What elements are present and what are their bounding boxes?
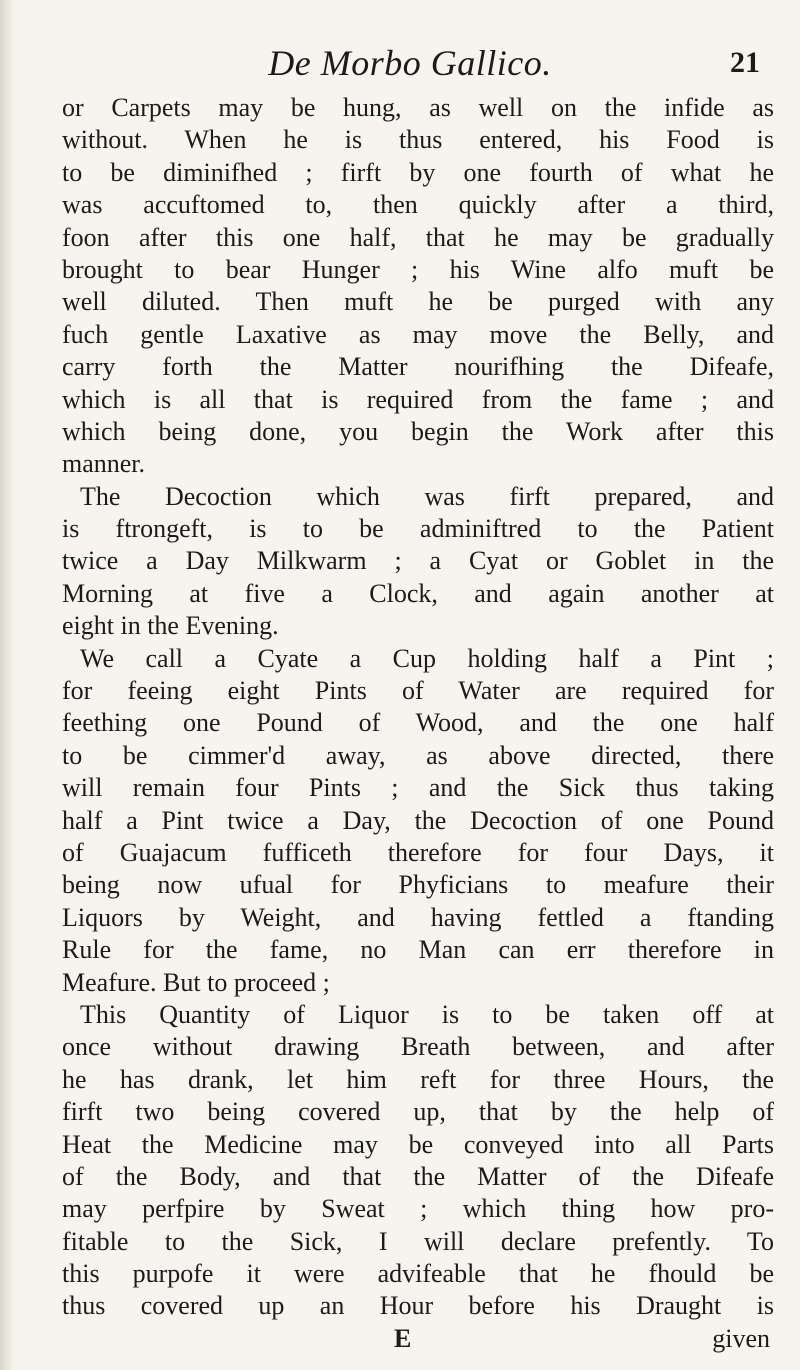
text-line: was accuftomed to, then quickly after a third, xyxy=(62,190,774,220)
text-line: Morning at five a Clock, and again another at xyxy=(62,578,774,608)
signature-mark: E xyxy=(394,1323,412,1353)
text-line: to be cimmer'd away, as above directed, there xyxy=(62,740,774,770)
text-line: of the Body, and that the Matter of the Difeafe xyxy=(62,1161,774,1191)
text-line: fuch gentle Laxative as may move the Belly, and xyxy=(62,319,774,349)
text-line: We call a Cyate a Cup holding half a Pint ; xyxy=(80,643,774,673)
text-line: brought to bear Hunger ; his Wine alfo muft be xyxy=(62,254,774,284)
text-line: feething one Pound of Wood, and the one half xyxy=(62,708,774,738)
text-line: for feeing eight Pints of Water are required for xyxy=(62,676,774,706)
text-line: is ftrongeft, is to be adminiftred to the Patient xyxy=(62,514,774,544)
text-line: or Carpets may be hung, as well on the infide as xyxy=(62,93,774,122)
text-line: Liquors by Weight, and having fettled a ftanding xyxy=(62,902,774,932)
binding-shadow xyxy=(0,0,14,1370)
text-line: manner. xyxy=(62,449,146,479)
text-line: firft two being covered up, that by the help of xyxy=(62,1097,774,1127)
running-title: De Morbo Gallico. xyxy=(268,43,552,83)
text-line: twice a Day Milkwarm ; a Cyat or Goblet in the xyxy=(62,546,774,576)
text-line: Rule for the fame, no Man can err therefore in xyxy=(62,935,774,965)
text-line: he has drank, let him reft for three Hours, the xyxy=(62,1064,774,1094)
running-head xyxy=(60,40,760,86)
text-line: Meafure. But to proceed ; xyxy=(62,967,330,997)
text-line: without. When he is thus entered, his Food is xyxy=(62,125,774,155)
text-line: this purpofe it were advifeable that he fhould be xyxy=(62,1259,774,1289)
text-line: thus covered up an Hour before his Draught is xyxy=(62,1291,774,1321)
text-body xyxy=(62,92,774,1355)
text-line: being now ufual for Phyficians to meafure their xyxy=(62,870,774,900)
text-line: half a Pint twice a Day, the Decoction of one Pound xyxy=(62,805,774,835)
page-footer xyxy=(62,1323,774,1355)
text-line: This Quantity of Liquor is to be taken off at xyxy=(80,999,774,1029)
text-line: once without drawing Breath between, and after xyxy=(62,1032,774,1062)
text-line: eight in the Evening. xyxy=(62,611,279,641)
text-line: foon after this one half, that he may be gradually xyxy=(62,222,774,252)
page-number: 21 xyxy=(730,46,760,79)
text-line: which is all that is required from the fame ; and xyxy=(62,384,774,414)
text-line: will remain four Pints ; and the Sick thus taking xyxy=(62,773,774,803)
text-line: The Decoction which was firft prepared, and xyxy=(80,481,774,511)
text-line: Heat the Medicine may be conveyed into all Parts xyxy=(62,1129,774,1159)
catchword: given xyxy=(712,1323,770,1353)
text-line: carry forth the Matter nourifhing the Difeafe, xyxy=(62,352,774,382)
text-line: of Guajacum fufficeth therefore for four Days, it xyxy=(62,837,774,867)
text-line: fitable to the Sick, I will declare prefently. To xyxy=(62,1226,774,1256)
text-line: which being done, you begin the Work after this xyxy=(62,416,774,446)
text-line: to be diminifhed ; firft by one fourth of what he xyxy=(62,157,774,187)
text-line: well diluted. Then muft he be purged with any xyxy=(62,287,774,317)
text-line: may perfpire by Sweat ; which thing how pro- xyxy=(62,1194,774,1224)
